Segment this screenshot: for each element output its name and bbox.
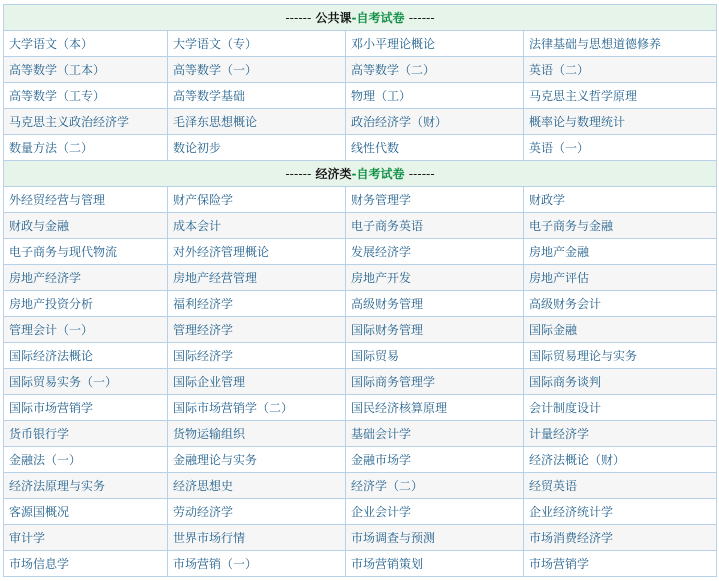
section-header-dash-left: ------ <box>285 11 312 25</box>
table-cell <box>346 369 524 395</box>
table-cell <box>524 369 717 395</box>
table-row <box>4 473 717 499</box>
table-cell <box>524 265 717 291</box>
table-cell <box>168 369 346 395</box>
section-header-dash-left: ------ <box>285 167 312 181</box>
table-cell <box>4 187 168 213</box>
exam-paper-link[interactable]: 劳动经济学 <box>173 505 234 519</box>
exam-paper-link[interactable]: 财政与金融 <box>9 219 70 233</box>
exam-paper-link[interactable]: 邓小平理论概论 <box>351 37 436 51</box>
table-cell <box>346 473 524 499</box>
table-cell <box>4 369 168 395</box>
table-cell <box>524 499 717 525</box>
table-cell <box>168 551 346 577</box>
table-cell <box>524 395 717 421</box>
exam-paper-link[interactable]: 企业经济统计学 <box>529 505 614 519</box>
table-cell <box>346 525 524 551</box>
table-row <box>4 83 717 109</box>
table-cell <box>168 187 346 213</box>
section-header <box>4 161 717 187</box>
table-cell <box>4 343 168 369</box>
exam-paper-link[interactable]: 物理（工） <box>351 89 412 103</box>
table-cell <box>346 395 524 421</box>
table-cell <box>346 109 524 135</box>
table-cell <box>346 343 524 369</box>
exam-paper-link[interactable]: 房地产经营管理 <box>173 271 258 285</box>
exam-paper-link[interactable]: 房地产投资分析 <box>9 297 94 311</box>
exam-paper-link[interactable]: 高级财务会计 <box>529 297 602 311</box>
table-cell <box>524 213 717 239</box>
table-cell <box>524 31 717 57</box>
table-cell <box>346 213 524 239</box>
exam-paper-link[interactable]: 货币银行学 <box>9 427 70 441</box>
exam-paper-link[interactable]: 房地产开发 <box>351 271 412 285</box>
exam-paper-link[interactable]: 国际市场营销学（二） <box>173 401 294 415</box>
exam-paper-link[interactable]: 毛泽东思想概论 <box>173 115 258 129</box>
table-cell <box>168 109 346 135</box>
exam-paper-link[interactable]: 国际金融 <box>529 323 578 337</box>
table-cell <box>346 31 524 57</box>
table-cell <box>346 291 524 317</box>
table-row <box>4 57 717 83</box>
exam-paper-link[interactable]: 马克思主义政治经济学 <box>9 115 130 129</box>
table-cell <box>346 83 524 109</box>
exam-paper-link[interactable]: 基础会计学 <box>351 427 412 441</box>
table-cell <box>4 499 168 525</box>
exam-paper-link[interactable]: 经贸英语 <box>529 479 578 493</box>
table-cell <box>524 343 717 369</box>
table-cell <box>168 421 346 447</box>
section-header-title: 公共课 <box>315 11 352 25</box>
table-row <box>4 135 717 161</box>
exam-paper-link[interactable]: 英语（一） <box>529 141 590 155</box>
exam-paper-link[interactable]: 国民经济核算原理 <box>351 401 448 415</box>
exam-paper-link[interactable]: 会计制度设计 <box>529 401 602 415</box>
table-cell <box>524 135 717 161</box>
exam-paper-link[interactable]: 数论初步 <box>173 141 222 155</box>
table-row <box>4 187 717 213</box>
table-row <box>4 291 717 317</box>
table-cell <box>4 551 168 577</box>
table-cell <box>524 239 717 265</box>
exam-paper-link[interactable]: 房地产评估 <box>529 271 590 285</box>
exam-paper-link[interactable]: 市场营销学 <box>529 557 590 571</box>
table-cell <box>168 135 346 161</box>
table-cell <box>346 135 524 161</box>
exam-paper-link[interactable]: 高等数学（一） <box>173 63 258 77</box>
exam-paper-link[interactable]: 英语（二） <box>529 63 590 77</box>
table-cell <box>346 239 524 265</box>
table-cell <box>168 291 346 317</box>
section-header-suffix: -自考试卷 <box>351 11 405 25</box>
table-row <box>4 317 717 343</box>
table-cell <box>4 213 168 239</box>
table-row <box>4 369 717 395</box>
table-cell <box>4 317 168 343</box>
table-row <box>4 551 717 577</box>
table-cell <box>168 213 346 239</box>
exam-paper-link[interactable]: 管理经济学 <box>173 323 234 337</box>
exam-paper-table <box>3 4 717 577</box>
table-cell <box>4 265 168 291</box>
exam-paper-link[interactable]: 马克思主义哲学原理 <box>529 89 638 103</box>
table-row <box>4 213 717 239</box>
exam-paper-link[interactable]: 国际商务管理学 <box>351 375 436 389</box>
exam-paper-link[interactable]: 国际商务谈判 <box>529 375 602 389</box>
table-row <box>4 343 717 369</box>
table-cell <box>524 551 717 577</box>
exam-paper-link[interactable]: 大学语文（本） <box>9 37 94 51</box>
table-cell <box>524 57 717 83</box>
exam-paper-link[interactable]: 发展经济学 <box>351 245 412 259</box>
table-cell <box>168 265 346 291</box>
table-row <box>4 265 717 291</box>
table-row <box>4 31 717 57</box>
section-header-title: 经济类 <box>315 167 352 181</box>
table-cell <box>4 109 168 135</box>
section-header-suffix: -自考试卷 <box>351 167 405 181</box>
exam-paper-link[interactable]: 市场信息学 <box>9 557 70 571</box>
exam-paper-link[interactable]: 法律基础与思想道德修养 <box>529 37 662 51</box>
table-cell <box>346 551 524 577</box>
table-cell <box>4 395 168 421</box>
table-cell <box>168 447 346 473</box>
table-cell <box>524 525 717 551</box>
table-cell <box>168 239 346 265</box>
exam-paper-link[interactable]: 经济学（二） <box>351 479 424 493</box>
table-row <box>4 109 717 135</box>
exam-paper-link[interactable]: 客源国概况 <box>9 505 70 519</box>
table-cell <box>346 499 524 525</box>
exam-paper-link[interactable]: 管理会计（一） <box>9 323 94 337</box>
exam-paper-link[interactable]: 国际企业管理 <box>173 375 246 389</box>
table-cell <box>4 473 168 499</box>
exam-paper-link[interactable]: 世界市场行情 <box>173 531 246 545</box>
exam-paper-link[interactable]: 概率论与数理统计 <box>529 115 626 129</box>
exam-paper-link[interactable]: 高等数学基础 <box>173 89 246 103</box>
table-cell <box>4 525 168 551</box>
table-cell <box>168 83 346 109</box>
exam-paper-link[interactable]: 货物运输组织 <box>173 427 246 441</box>
exam-paper-link[interactable]: 国际贸易 <box>351 349 400 363</box>
table-cell <box>4 83 168 109</box>
table-cell <box>346 317 524 343</box>
exam-paper-link[interactable]: 政治经济学（财） <box>351 115 448 129</box>
exam-paper-link[interactable]: 经济法原理与实务 <box>9 479 106 493</box>
table-cell <box>168 57 346 83</box>
exam-paper-table-body <box>4 5 717 577</box>
exam-paper-link[interactable]: 市场调查与预测 <box>351 531 436 545</box>
exam-paper-link[interactable]: 财务管理学 <box>351 193 412 207</box>
table-cell <box>524 109 717 135</box>
exam-paper-link[interactable]: 经济法概论（财） <box>529 453 626 467</box>
exam-paper-link[interactable]: 房地产金融 <box>529 245 590 259</box>
exam-paper-link[interactable]: 企业会计学 <box>351 505 412 519</box>
exam-paper-link[interactable]: 金融理论与实务 <box>173 453 258 467</box>
exam-paper-link[interactable]: 高等数学（二） <box>351 63 436 77</box>
section-header-cell <box>4 161 717 187</box>
exam-paper-link[interactable]: 高级财务管理 <box>351 297 424 311</box>
exam-paper-link[interactable]: 计量经济学 <box>529 427 590 441</box>
exam-paper-link[interactable]: 电子商务与金融 <box>529 219 614 233</box>
table-cell <box>4 135 168 161</box>
exam-paper-link[interactable]: 国际经济学 <box>173 349 234 363</box>
table-cell <box>4 239 168 265</box>
table-cell <box>524 421 717 447</box>
exam-paper-link[interactable]: 数量方法（二） <box>9 141 94 155</box>
table-cell <box>524 291 717 317</box>
table-cell <box>346 265 524 291</box>
section-header-dash-right: ------ <box>408 11 435 25</box>
table-cell <box>524 317 717 343</box>
exam-paper-link[interactable]: 福利经济学 <box>173 297 234 311</box>
table-cell <box>524 187 717 213</box>
table-cell <box>346 57 524 83</box>
exam-paper-link[interactable]: 市场营销策划 <box>351 557 424 571</box>
exam-paper-link[interactable]: 房地产经济学 <box>9 271 82 285</box>
exam-paper-link[interactable]: 线性代数 <box>351 141 400 155</box>
table-cell <box>524 473 717 499</box>
exam-paper-link[interactable]: 市场消费经济学 <box>529 531 614 545</box>
exam-paper-link[interactable]: 国际贸易理论与实务 <box>529 349 638 363</box>
table-cell <box>346 421 524 447</box>
table-cell <box>4 421 168 447</box>
table-cell <box>168 31 346 57</box>
exam-paper-directory <box>3 4 716 577</box>
exam-paper-link[interactable]: 经济思想史 <box>173 479 234 493</box>
table-cell <box>168 473 346 499</box>
exam-paper-link[interactable]: 国际财务管理 <box>351 323 424 337</box>
table-cell <box>168 395 346 421</box>
exam-paper-link[interactable]: 国际贸易实务（一） <box>9 375 118 389</box>
table-cell <box>4 447 168 473</box>
section-header-cell <box>4 5 717 31</box>
exam-paper-link[interactable]: 大学语文（专） <box>173 37 258 51</box>
table-cell <box>168 499 346 525</box>
exam-paper-link[interactable]: 审计学 <box>9 531 46 545</box>
table-cell <box>168 317 346 343</box>
exam-paper-link[interactable]: 电子商务英语 <box>351 219 424 233</box>
table-cell <box>168 343 346 369</box>
table-row <box>4 499 717 525</box>
table-row <box>4 395 717 421</box>
table-cell <box>4 291 168 317</box>
table-row <box>4 447 717 473</box>
table-row <box>4 239 717 265</box>
table-cell <box>4 31 168 57</box>
table-cell <box>524 447 717 473</box>
section-header <box>4 5 717 31</box>
table-row <box>4 525 717 551</box>
exam-paper-link[interactable]: 市场营销（一） <box>173 557 258 571</box>
exam-paper-link[interactable]: 财产保险学 <box>173 193 234 207</box>
exam-paper-link[interactable]: 高等数学（工本） <box>9 63 106 77</box>
exam-paper-link[interactable]: 对外经济管理概论 <box>173 245 270 259</box>
exam-paper-link[interactable]: 国际市场营销学 <box>9 401 94 415</box>
table-cell <box>346 447 524 473</box>
exam-paper-link[interactable]: 国际经济法概论 <box>9 349 94 363</box>
table-cell <box>346 187 524 213</box>
table-row <box>4 421 717 447</box>
exam-paper-link[interactable]: 外经贸经营与管理 <box>9 193 106 207</box>
exam-paper-link[interactable]: 金融市场学 <box>351 453 412 467</box>
exam-paper-link[interactable]: 电子商务与现代物流 <box>9 245 118 259</box>
section-header-dash-right: ------ <box>408 167 435 181</box>
table-cell <box>524 83 717 109</box>
table-cell <box>168 525 346 551</box>
table-cell <box>4 57 168 83</box>
exam-paper-link[interactable]: 财政学 <box>529 193 566 207</box>
exam-paper-link[interactable]: 高等数学（工专） <box>9 89 106 103</box>
exam-paper-link[interactable]: 金融法（一） <box>9 453 82 467</box>
exam-paper-link[interactable]: 成本会计 <box>173 219 222 233</box>
